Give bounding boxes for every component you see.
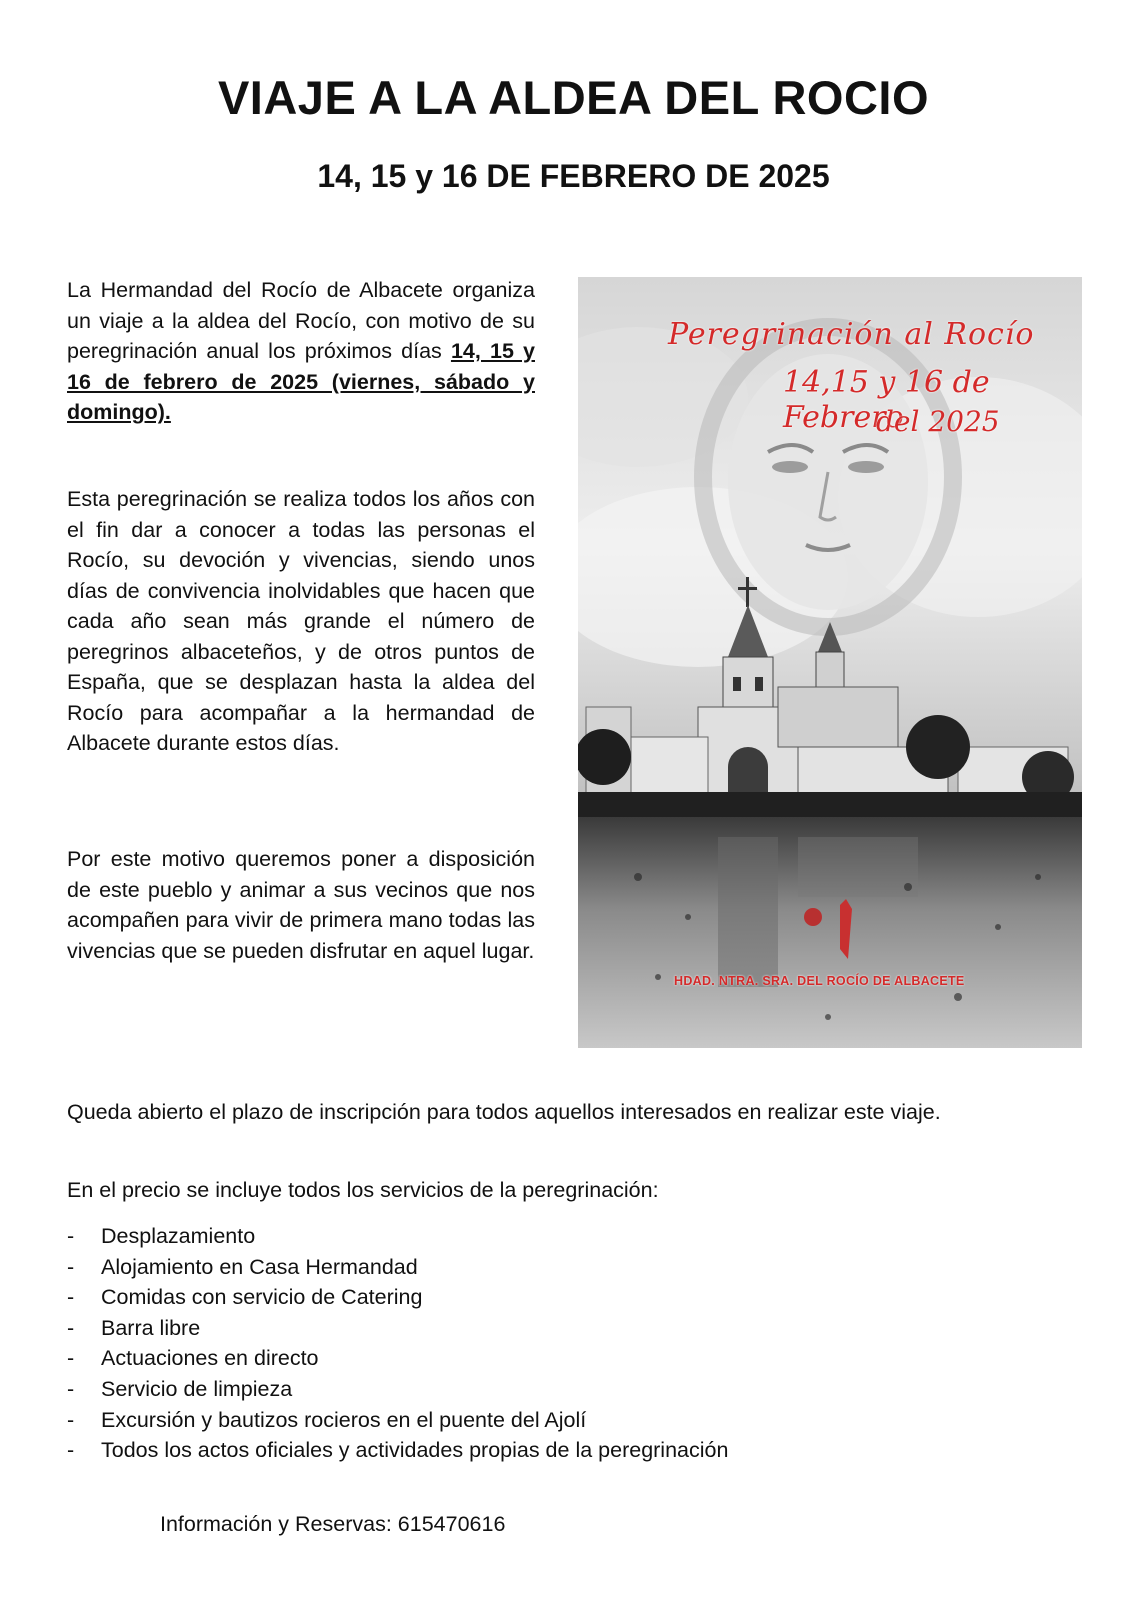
contact-info: Información y Reservas: 615470616 [160,1512,506,1536]
list-marker: - [67,1254,75,1279]
list-marker: - [67,1315,75,1340]
service-label: Comidas con servicio de Catering [101,1285,423,1310]
service-label: Alojamiento en Casa Hermandad [101,1254,418,1279]
intro-paragraph [67,275,535,428]
list-item [67,1343,728,1374]
service-label: Desplazamiento [101,1224,256,1248]
pilgrimage-poster [578,277,1082,1048]
list-item [67,1252,728,1283]
service-label: Todos los actos oficiales y actividades propias de la peregrinación [101,1438,729,1463]
registration-notice: Queda abierto el plazo de inscripción para todos aquellos interesados en realizar este viaje. [67,1100,941,1124]
poster-dates: 14,15 y 16 de Febrero [783,365,990,435]
list-marker: - [67,1224,75,1248]
poster-year: del 2025 [876,405,1000,438]
list-marker: - [67,1376,75,1401]
service-label: Actuaciones en directo [101,1346,319,1371]
list-item [67,1435,728,1466]
intro-text: La Hermandad del Rocío de Albacete organiza un viaje a la aldea del Rocío, con motivo de su peregrinación anual los próximos días [67,278,535,363]
service-label: Servicio de limpieza [101,1376,293,1401]
list-marker: - [67,1285,75,1310]
list-marker: - [67,1407,75,1432]
price-intro: En el precio se incluye todos los servicios de la peregrinación: [67,1178,659,1202]
list-marker: - [67,1346,75,1371]
page-subtitle: 14, 15 y 16 DE FEBRERO DE 2025 [317,158,830,194]
service-label: Barra libre [101,1315,201,1340]
service-label: Excursión y bautizos rocieros en el puente del Ajolí [101,1407,587,1432]
poster-heading: Peregrinación al Rocío [668,317,1035,352]
list-item [67,1405,728,1436]
list-marker: - [67,1438,75,1463]
page-title: VIAJE A LA ALDEA DEL ROCIO [217,71,930,124]
description-paragraph: Esta peregrinación se realiza todos los años con el fin dar a conocer a todas las personas el Rocío, su devoción y vivencias, siendo unos días de convivencia inolvidables que hacen que cada año sean más grande el número de peregrinos albaceteños, y de otros puntos de España, que se desplazan hasta la aldea del Rocío para acompañar a la hermandad de Albacete durante estos días. [67,487,535,755]
list-item [67,1313,728,1344]
intro-dates-highlight: 14, 15 y 16 de febrero de 2025 (viernes, sábado y domingo). [67,339,535,424]
list-item [67,1374,728,1405]
list-item [67,1221,728,1252]
services-list [67,1221,728,1466]
invitation-paragraph: Por este motivo queremos poner a disposición de este pueblo y animar a sus vecinos que nos acompañen para vivir de primera mano todas las vivencias que se pueden disfrutar en aquel lugar. [67,847,535,963]
poster-brotherhood-name: HDAD. NTRA. SRA. DEL ROCÍO DE ALBACETE [674,974,965,988]
list-item [67,1282,728,1313]
